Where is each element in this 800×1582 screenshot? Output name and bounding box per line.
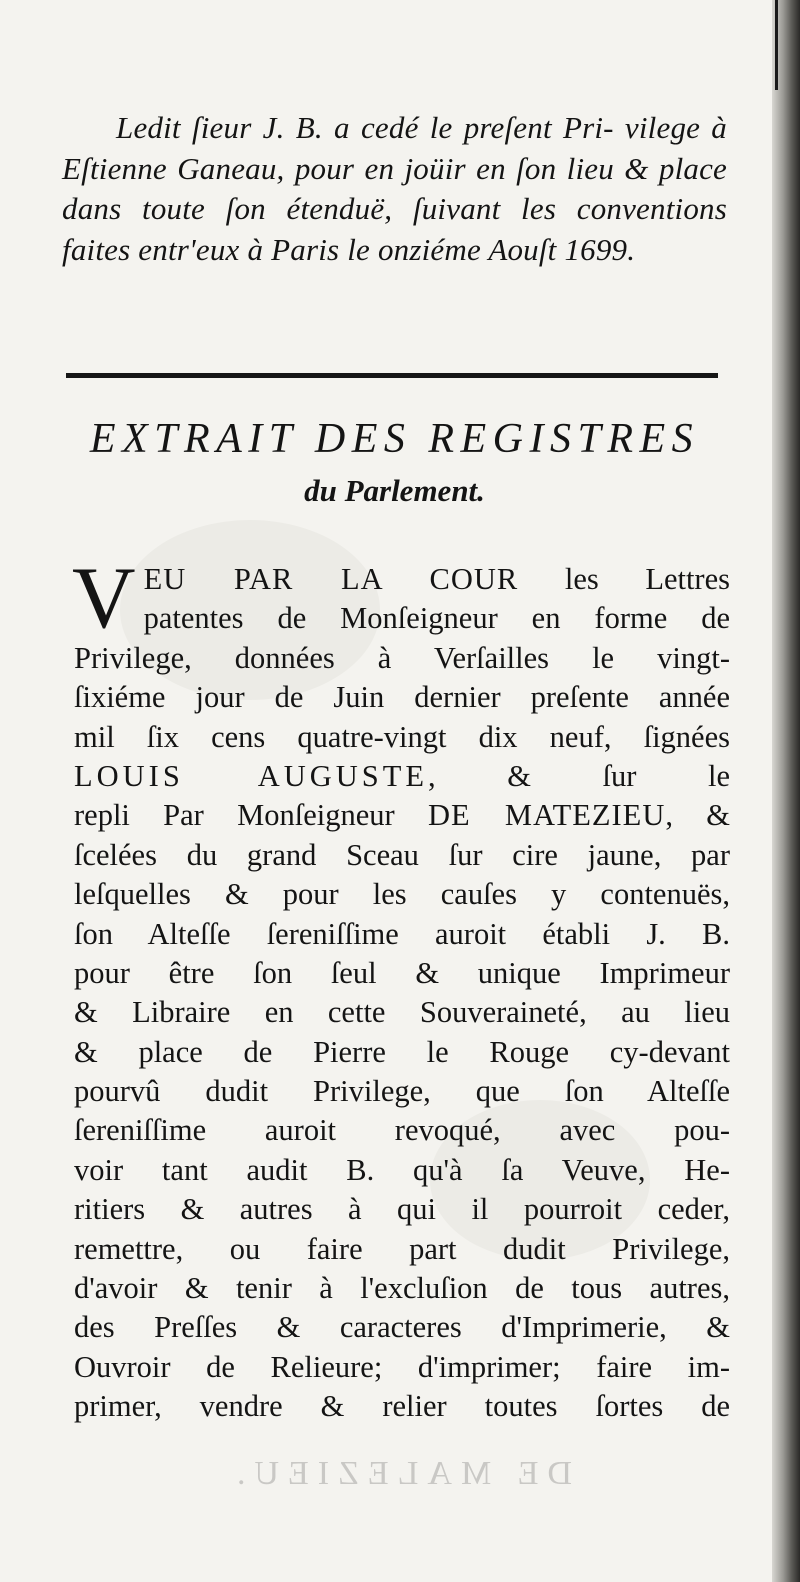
body-line: pourvû dudit Privilege, que ſon Alteſſe <box>74 1074 730 1109</box>
section-title: EXTRAIT DES REGISTRES <box>89 416 700 462</box>
body-text-fragment: , & ſur le <box>428 758 730 793</box>
body-line: remettre, ou faire part dudit Privilege, <box>74 1231 730 1266</box>
body-line: des Preſſes & caracteres d'Imprimerie, & <box>74 1310 730 1345</box>
body-line <box>74 560 730 599</box>
note-line: ſuivant les conventions faites entr'eux à <box>62 191 728 267</box>
page-binding-line <box>775 0 778 90</box>
decree-body <box>72 550 730 1427</box>
section-subtitle: du Parlement. <box>304 473 485 508</box>
opening-small-caps: EU PAR LA COUR <box>143 562 519 596</box>
body-line: ſon Alteſſe ſereniſſime auroit établi J. B. <box>74 916 730 951</box>
body-line: voir tant audit B. qu'à ſa Veuve, He- <box>74 1152 730 1187</box>
body-line: Privilege, données à Verſailles le vingt- <box>74 640 730 675</box>
body-line: patentes de Monſeigneur en forme de <box>143 601 730 636</box>
bleed-through-text: DE MALEZIEU. <box>227 1455 573 1492</box>
body-line: ritiers & autres à qui il pourroit ceder, <box>74 1192 730 1227</box>
body-line: pour être ſon ſeul & unique Imprimeur <box>74 955 730 990</box>
note-line: Paris le onziéme Aouſt 1699. <box>271 231 636 267</box>
body-text-fragment: repli Par Monſeigneur <box>74 798 428 833</box>
note-line: en ſon lieu & place dans toute ſon étenduë, <box>62 150 728 226</box>
body-line: mil ſix cens quatre-vingt dix neuf, ſignées <box>74 719 730 754</box>
page-binding-edge <box>772 0 800 1582</box>
body-text-fragment: les Lettres <box>518 562 730 596</box>
body-line: Ouvroir de Relieure; d'imprimer; faire im- <box>74 1349 730 1384</box>
body-line: & place de Pierre le Rouge cy-devant <box>74 1034 730 1069</box>
countersigner-name: DE MATEZIEU <box>427 798 666 833</box>
note-line: Ledit ſieur J. B. a cedé le preſent Pri- <box>116 110 614 145</box>
body-line: ſcelées du grand Sceau ſur cire jaune, par <box>74 837 730 872</box>
horizontal-rule <box>66 373 718 378</box>
body-line: & Libraire en cette Souveraineté, au lieu <box>74 995 730 1030</box>
body-line: ſereniſſime auroit revoqué, avec pou- <box>74 1113 730 1148</box>
body-line <box>74 796 730 835</box>
signatory-name: LOUIS AUGUSTE <box>74 758 429 793</box>
body-line: primer, vendre & relier toutes ſortes de <box>74 1389 730 1424</box>
privilege-transfer-note <box>62 108 727 270</box>
drop-cap-letter: V <box>72 550 136 647</box>
body-line <box>74 757 730 796</box>
body-line: d'avoir & tenir à l'excluſion de tous autres, <box>74 1271 730 1306</box>
body-line: ſixiéme jour de Juin dernier preſente année <box>74 680 730 715</box>
body-line: leſquelles & pour les cauſes y contenuës, <box>74 877 730 912</box>
note-line: vilege à Eſtienne Ganeau, pour en joüir <box>62 110 728 186</box>
body-text-fragment: , & <box>665 798 730 833</box>
